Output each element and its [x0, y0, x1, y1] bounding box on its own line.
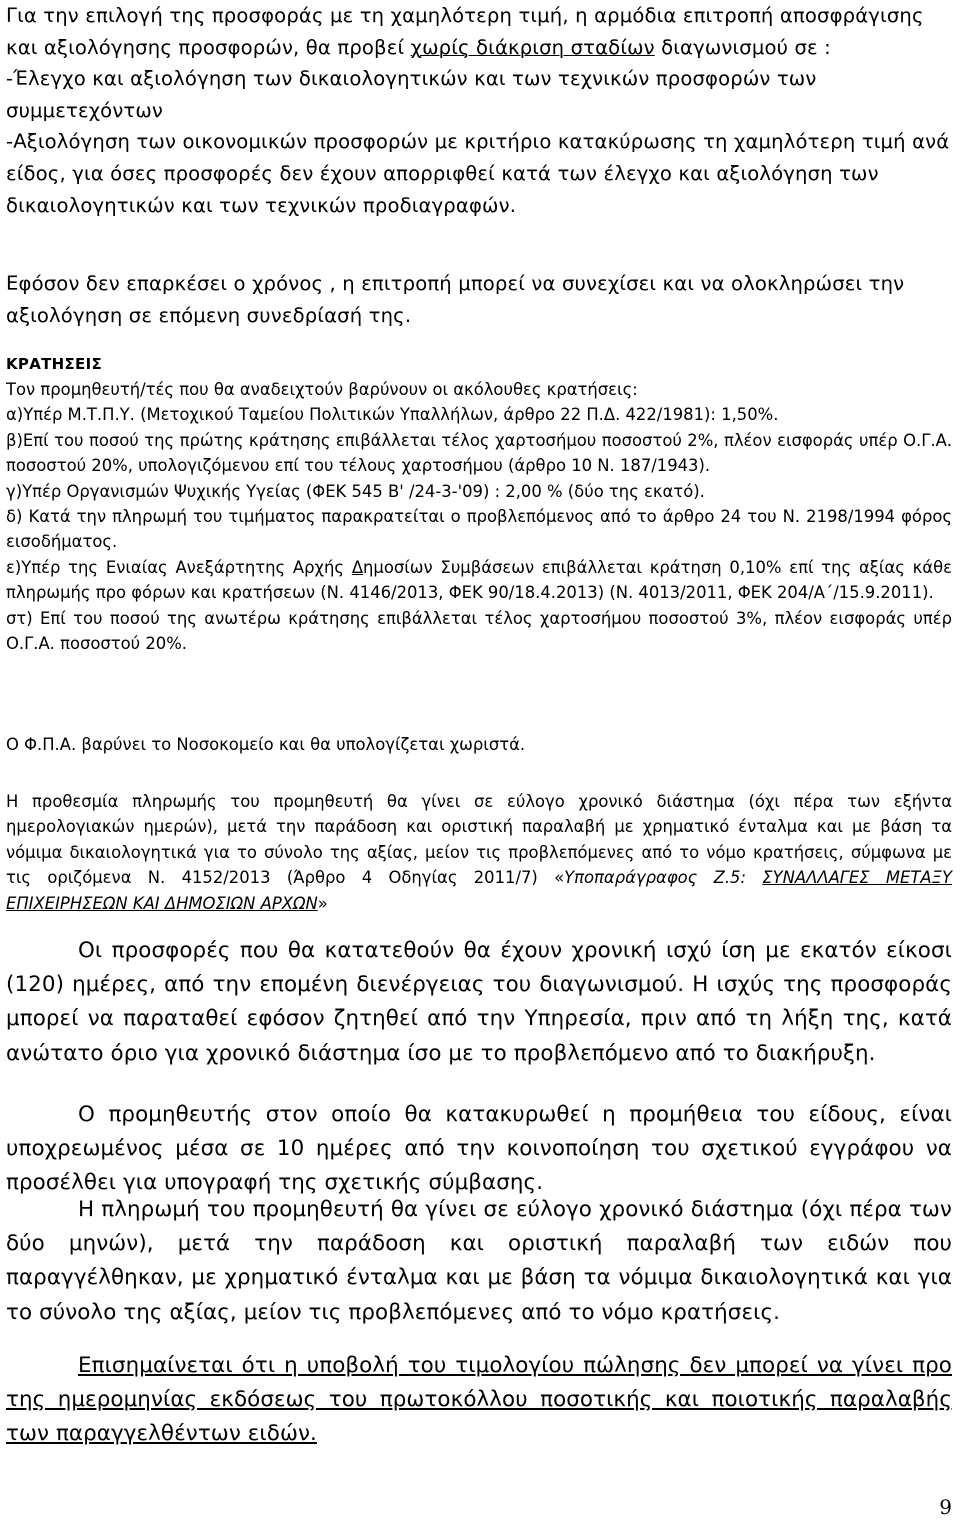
withholding-e	[6, 555, 952, 606]
payment-deadline-paragraph	[6, 789, 952, 916]
payment-deadline-close-quote: »	[317, 893, 328, 913]
payment-deadline-subparagraph: Υποπαράγραφος Ζ.5:	[564, 868, 763, 888]
award-text: Ο προμηθευτής στον οποίο θα κατακυρωθεί η προμήθεια του είδους, είναι υποχρεωμένος μέσα σε 10 ημέρες από την κοινοποίηση του σχετικού εγγράφου να προσέλθει για υπογραφή της σχετικής σύμβασης.	[6, 1102, 952, 1196]
invoice-note-text: Επισημαίνεται ότι η υποβολή του τιμολογίου πώλησης δεν μπορεί να γίνει προ της ημερομηνίας εκδόσεως του πρωτοκόλλου ποσοτικής και ποιοτικής παραλαβής των παραγγελθέντων ειδών.	[6, 1353, 952, 1447]
payment-deadline-title-3: ΗΜΟΣΙΩΝ ΑΡΧΩΝ	[176, 893, 318, 913]
withholdings-title: ΚΡΑΤΗΣΕΙΣ	[6, 355, 103, 373]
payment-text: Η πληρωμή του προμηθευτή θα γίνει σε εύλογο χρονικό διάστημα (όχι πέρα των δύο μηνών), μετά την παράδοση και οριστική παραλαβή των ειδών που παραγγέλθηκαν, με χρηματικό ένταλμα και με βάση τα νόμιμα δικαιολογητικά και για το σύνολο της αξίας, μείον τις προβλεπόμενες από το νόμο κρατήσεις.	[6, 1197, 952, 1325]
withholding-c: γ)Υπέρ Οργανισμών Ψυχικής Υγείας (ΦΕΚ 545 Β' /24-3-'09) : 2,00 % (δύο της εκατό).	[6, 481, 705, 501]
withholding-st: στ) Επί του ποσού της ανωτέρω κράτησης επιβάλλεται τέλος χαρτοσήμου ποσοστού 3%, πλέον εισφοράς υπέρ Ο.Γ.Α. ποσοστού 20%.	[6, 608, 952, 654]
withholding-d: δ) Κατά την πληρωμή του τιμήματος παρακρατείται ο προβλεπόμενος από το άρθρο 24 του Ν. 2198/1994 φόρος εισοδήματος.	[6, 507, 952, 552]
evaluation-paragraph	[6, 0, 952, 221]
withholding-a: α)Υπέρ Μ.Τ.Π.Υ. (Μετοχικού Ταμείου Πολιτικών Υπαλλήλων, άρθρο 22 Π.Δ. 422/1981): 1,50%.	[6, 405, 779, 425]
withholding-b: β)Επί του ποσού της πρώτης κράτησης επιβάλλεται τέλος χαρτοσήμου ποσοστού 2%, πλέον εισφοράς υπέρ Ο.Γ.Α. ποσοστού 20%, υπολογιζόμενου επί του τέλους χαρτοσήμου (άρθρο 10 Ν. 187/1943).	[6, 430, 952, 476]
evaluation-intro-underlined: χωρίς διάκριση σταδίων	[410, 35, 655, 59]
payment-deadline-text: Η προθεσμία πληρωμής του προμηθευτή θα γίνει σε εύλογο χρονικό διάστημα (όχι πέρα των εξήντα ημερολογιακών ημερών), μετά την παράδοση και οριστική παραλαβή με χρηματικό ένταλμα και με βάση τα νόμιμα δικαιολογητικά για το σύνολο της αξίας, μείον τις προβλεπόμενες από το νόμο κρατήσεις, σύμφωνα με τις οριζόμενα Ν. 4152/2013 (Άρθρο 4 Οδηγίας 2011/7) «	[6, 792, 952, 888]
payment-paragraph	[6, 1193, 952, 1330]
evaluation-step-2: -Αξιολόγηση των οικονομικών προσφορών με κριτήριο κατακύρωσης τη χαμηλότερη τιμή ανά είδος, για όσες προσφορές δεν έχουν απορριφθεί κατά των έλεγχο και αξιολόγηση των δικαιολογητικών και των τεχνικών προδιαγραφών.	[6, 130, 950, 217]
vat-note: Ο Φ.Π.Α. βαρύνει το Νοσοκομείο και θα υπολογίζεται χωριστά.	[6, 735, 526, 754]
withholding-e-end: ημοσίων Συμβάσεων επιβάλλεται κράτηση 0,10% επί της αξίας κάθε πληρωμής προ φόρων και κρατήσεων (Ν. 4146/2013, ΦΕΚ 90/18.4.2013) (Ν. 4013/2011, ΦΕΚ 204/Α΄/15.9.2011).	[6, 557, 952, 603]
award-paragraph	[6, 1098, 952, 1201]
evaluation-intro-end: διαγωνισμού σε :	[654, 35, 831, 59]
withholdings-list	[6, 377, 952, 656]
evaluation-intro-text: Για την επιλογή της προσφοράς με τη χαμηλότερη τιμή, η αρμόδια επιτροπή αποσφράγισης και αξιολόγησης προσφορών, θα προβεί	[6, 4, 924, 59]
payment-deadline-title-1: ΣΥΝΑΛΛΑΓΕΣ ΜΕΤΑΞΥ ΕΠΙΧΕΙΡΗΣΕΩΝ ΚΑΙ	[6, 868, 953, 913]
validity-text: Οι προσφορές που θα κατατεθούν θα έχουν χρονική ισχύ ίση με εκατόν είκοσι (120) ημέρες, από την επομένη διενέργειας του διαγωνισμού. Η ισχύς της προσφοράς μπορεί να παραταθεί εφόσον ζητηθεί από την Υπηρεσία, πριν από τη λήξη της, κατά ανώτατο όριο για χρονικό διάστημα ίσο με το προβλεπόμενο από το διακήρυξη.	[6, 938, 952, 1066]
evaluation-step-1: -Έλεγχο και αξιολόγηση των δικαιολογητικών και των τεχνικών προσφορών των συμμετεχόντων	[6, 67, 817, 122]
payment-deadline-title-2: Δ	[164, 893, 177, 913]
invoice-note-paragraph	[6, 1349, 952, 1452]
withholdings-intro: Τον προμηθευτή/τές που θα αναδειχτούν βαρύνουν οι ακόλουθες κρατήσεις:	[6, 380, 638, 399]
evaluation-continuation: Εφόσον δεν επαρκέσει ο χρόνος , η επιτροπή μπορεί να συνεχίσει και να ολοκληρώσει την αξιολόγηση σε επόμενη συνεδρίασή της.	[6, 272, 905, 327]
withholding-e-start: ε)Υπέρ της Ενιαίας Ανεξάρτητης Αρχής	[6, 557, 352, 577]
validity-paragraph	[6, 934, 952, 1071]
withholding-e-underlined: Δ	[351, 557, 364, 577]
page-number: 9	[939, 1495, 952, 1519]
